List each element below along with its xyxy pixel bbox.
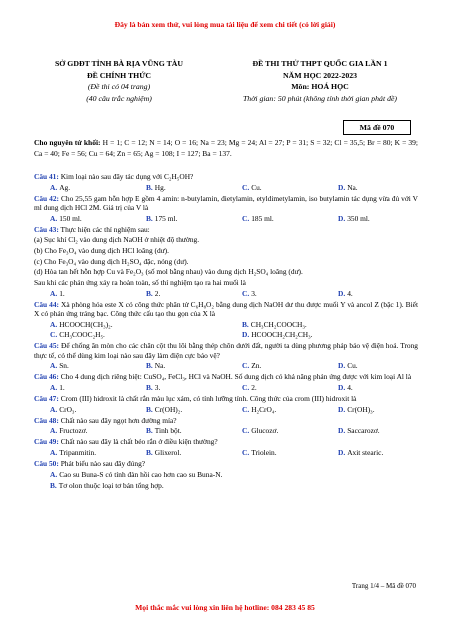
option-text: HCOOCH(CH₃)₂. (59, 319, 113, 329)
option-letter: D. (338, 383, 346, 393)
option-text: 2. (154, 288, 161, 298)
option-text: Zn. (251, 361, 262, 371)
option-b[interactable] (130, 383, 226, 392)
question-43 (34, 225, 418, 234)
option-b[interactable] (130, 426, 226, 435)
option-letter: B. (146, 213, 153, 223)
option-text: Ag. (59, 182, 71, 192)
exam-title: ĐỀ THI THỬ THPT QUỐC GIA LẦN 1 (252, 59, 388, 68)
option-b[interactable] (130, 361, 226, 370)
option-letter: A. (50, 426, 58, 436)
page-count: (Đề thi có 04 trang) (87, 82, 151, 92)
option-letter: A. (50, 182, 58, 192)
option-text: 185 ml. (251, 213, 274, 223)
option-letter: B. (146, 448, 153, 458)
options-41 (34, 183, 418, 192)
question-number: Câu 46: (34, 372, 59, 382)
option-text: Hg. (154, 182, 166, 192)
option-b[interactable] (226, 320, 418, 329)
option-text: Sn. (59, 361, 69, 371)
hotline-footer: Mọi thắc mắc vui lòng xin liên hệ hotline: 084 283 45 85 (135, 603, 315, 612)
options-44-row1 (34, 320, 418, 329)
question-50 (34, 459, 418, 468)
question-text: Xà phòng hóa este X có công thức phân tử C₆H₈O₂ bằng dung dịch NaOH dư thu được muối Y và ancol Z (bậc 1). Biết X có phản ứng tráng bạc. Công thức cấu tạo thu gọn của X là (34, 299, 418, 318)
option-c[interactable] (226, 289, 322, 298)
option-text: Cr(OH)₂. (154, 404, 183, 414)
options-47 (34, 405, 418, 414)
option-a[interactable] (34, 405, 130, 414)
option-text: Cu. (251, 182, 262, 192)
question-number: Câu 48: (34, 415, 59, 425)
question-47 (34, 394, 418, 403)
options-44-row2 (34, 330, 418, 339)
option-letter: B. (146, 288, 153, 298)
question-text: Crom (III) hidroxit là chất rắn màu lục xám, có tính lưỡng tính. Công thức của crom (III) hidroxit là (58, 393, 357, 403)
option-letter: C. (242, 213, 250, 223)
atomic-masses-label: Cho nguyên tử khối: (34, 138, 101, 147)
header-right (220, 58, 420, 105)
department-name: SỞ GDĐT TỈNH BÀ RỊA VŨNG TÀU (54, 59, 184, 68)
option-letter: B. (242, 319, 249, 329)
experiment-b: (b) Cho Fe₃O₄ vào dung dịch HCl loãng (dư). (34, 246, 169, 256)
option-text: 350 ml. (347, 213, 370, 223)
option-letter: D. (338, 361, 346, 371)
question-44 (34, 300, 418, 319)
option-letter: C. (242, 426, 250, 436)
option-text: H₂CrO₄. (251, 404, 277, 414)
question-46 (34, 372, 418, 381)
option-text: Na. (347, 182, 358, 192)
option-text: 175 ml. (154, 213, 178, 223)
atomic-masses (34, 138, 418, 160)
option-letter: B. (146, 361, 153, 371)
option-letter: B. (146, 426, 153, 436)
option-text: 2. (251, 383, 257, 393)
question-49 (34, 437, 418, 446)
option-a[interactable] (34, 448, 130, 457)
options-45 (34, 361, 418, 370)
option-text: Tơ olon thuộc loại tơ bán tổng hợp. (58, 480, 164, 490)
option-d[interactable] (322, 448, 418, 457)
option-letter: C. (50, 330, 58, 340)
question-number: Câu 47: (34, 393, 59, 403)
options-48 (34, 426, 418, 435)
option-text: Glucozơ. (251, 426, 279, 436)
question-count: (40 câu trắc nghiệm) (86, 94, 152, 104)
option-text: Fructozơ. (59, 426, 88, 436)
option-letter: D. (338, 213, 346, 223)
option-letter: C. (242, 361, 250, 371)
option-letter: D. (338, 426, 346, 436)
option-c[interactable] (226, 448, 322, 457)
option-d[interactable] (322, 361, 418, 370)
option-a[interactable] (34, 426, 130, 435)
options-46 (34, 383, 418, 392)
option-text: CH₃COOC₂H₅. (59, 330, 105, 340)
option-letter: B. (146, 383, 153, 393)
exam-code-box: Mã đề 070 (343, 120, 411, 135)
option-letter: C. (242, 404, 250, 414)
question-text: Cho 25,55 gam hỗn hợp E gồm 4 amin: n-butylamin, đietylamin, etyldimetylamin, iso butylamin tác dụng vừa đủ với V ml dung dịch HCl 2M. Giá trị của V là (34, 193, 419, 212)
option-text: 3. (154, 383, 161, 393)
option-text: Cr(OH)₃. (347, 404, 375, 414)
option-a[interactable] (34, 383, 130, 392)
option-a[interactable] (34, 214, 130, 223)
option-d[interactable] (322, 183, 418, 192)
question-number: Câu 41: (34, 172, 59, 181)
question-text: Để chống ăn mòn cho các chân cột thu lôi bằng thép chôn dưới đất, người ta dùng phương pháp bảo vệ điện hoá. Trong thực tế, có thể dùng kim loại nào sau đây làm điện cực bảo vệ? (34, 341, 419, 360)
option-c[interactable] (226, 426, 322, 435)
preview-banner: Đây là bản xem thử, vui lòng mua tài liệu để xem chi tiết (có lời giải) (114, 20, 336, 29)
option-letter: B. (146, 182, 153, 192)
question-text: Thực hiện các thí nghiệm sau: (58, 224, 150, 234)
option-text: 150 ml. (59, 213, 82, 223)
option-letter: A. (50, 213, 58, 223)
option-c[interactable] (226, 383, 322, 392)
option-letter: D. (338, 182, 346, 192)
experiment-a: (a) Sục khí Cl₂ vào dung dịch NaOH ở nhiệt độ thường. (34, 235, 200, 245)
option-a[interactable] (34, 320, 226, 329)
question-text: Chất nào sau đây ngọt hơn đường mía? (58, 415, 177, 425)
option-letter: A. (50, 469, 58, 479)
question-42 (34, 194, 418, 213)
option-b[interactable] (130, 183, 226, 192)
option-d[interactable] (322, 289, 418, 298)
option-text: 1. (59, 383, 65, 393)
option-d[interactable] (322, 405, 418, 414)
options-49 (34, 448, 418, 457)
option-text: CrO₃. (59, 404, 77, 414)
option-letter: D. (242, 330, 250, 340)
option-letter: C. (242, 182, 250, 192)
question-text: Kim loại nào sau đây tác dụng với C₂H₅OH? (58, 172, 194, 181)
page-footer: Trang 1/4 – Mã đề 070 (351, 582, 416, 590)
atomic-masses-values: H = 1; C = 12; N = 14; O = 16; Na = 23; Mg = 24; Al = 27; P = 31; S = 32; Cl = 35,5; Br = 80; K = 39; Ca = 40; Fe = 56; Cu = 64; Zn = 65; Ag = 108; I = 127; Ba = 137. (34, 138, 418, 158)
option-c[interactable] (226, 214, 322, 223)
option-letter: A. (50, 404, 58, 414)
option-text: 3. (251, 288, 257, 298)
option-letter: C. (242, 288, 250, 298)
question-text: Phát biểu nào sau đây đúng? (58, 458, 146, 468)
header-left (44, 58, 194, 105)
option-text: Cao su Buna-S có tính đàn hồi cao hơn cao su Buna-N. (59, 469, 223, 479)
option-letter: D. (338, 288, 346, 298)
option-text: Tripanmitin. (59, 448, 97, 458)
experiment-d: (d) Hòa tan hết hỗn hợp Cu và Fe₂O₃ (số mol bằng nhau) vào dung dịch H₂SO₄ loãng (dư). (34, 267, 303, 277)
option-text: Cu. (347, 361, 358, 371)
option-text: 4. (347, 383, 353, 393)
option-letter: D. (338, 448, 346, 458)
option-letter: A. (50, 383, 58, 393)
option-c[interactable] (226, 183, 322, 192)
experiment-c: (c) Cho Fe₃O₄ vào dung dịch H₂SO₄ đặc, nóng (dư). (34, 256, 189, 266)
options-43 (34, 289, 418, 298)
question-48 (34, 416, 418, 425)
question-text: Cho 4 dung dịch riêng biệt: CuSO₄, FeCl₃, HCl và NaOH. Số dung dịch có khả năng phản ứng được với kim loại Al là (58, 372, 412, 382)
question-number: Câu 45: (34, 341, 60, 351)
option-text: Tinh bột. (154, 426, 182, 436)
option-text: Na. (154, 361, 166, 371)
question-number: Câu 49: (34, 437, 59, 447)
option-letter: C. (242, 448, 250, 458)
option-text: HCOOCH₂CH₂CH₃. (251, 330, 313, 340)
option-text: 1. (59, 288, 65, 298)
option-letter: C. (242, 383, 250, 393)
option-a[interactable] (34, 361, 130, 370)
question-number: Câu 44: (34, 299, 60, 309)
school-year: NĂM HỌC 2022-2023 (282, 70, 358, 80)
option-letter: A. (50, 361, 58, 371)
question-number: Câu 50: (34, 458, 59, 468)
option-b[interactable] (130, 448, 226, 457)
question-number: Câu 43: (34, 224, 59, 234)
option-d[interactable] (322, 426, 418, 435)
option-c[interactable] (34, 330, 226, 339)
option-c[interactable] (226, 405, 322, 414)
option-b[interactable] (130, 214, 226, 223)
question-number: Câu 42: (34, 193, 59, 203)
option-letter: B. (50, 480, 57, 490)
option-d[interactable] (322, 383, 418, 392)
option-b[interactable] (34, 481, 418, 490)
option-letter: A. (50, 319, 58, 329)
option-letter: A. (50, 288, 58, 298)
question-prompt: Sau khi các phản ứng xảy ra hoàn toàn, số thí nghiệm tạo ra hai muối là (34, 278, 246, 288)
question-text: Chất nào sau đây là chất béo rắn ở điều kiện thường? (58, 437, 218, 447)
option-text: CH₃CH₂COOCH₃. (250, 319, 307, 329)
question-41 (34, 172, 418, 181)
option-letter: A. (50, 448, 58, 458)
option-text: Saccarozơ. (347, 426, 380, 436)
question-45 (34, 341, 418, 360)
questions (34, 172, 418, 492)
option-a[interactable] (34, 470, 418, 479)
options-42 (34, 214, 418, 223)
option-a[interactable] (34, 289, 130, 298)
option-text: Axit stearic. (347, 448, 384, 458)
option-a[interactable] (34, 183, 130, 192)
official-label: ĐỀ CHÍNH THỨC (86, 70, 152, 80)
option-text: Glixerol. (154, 448, 182, 458)
option-d[interactable] (226, 330, 418, 339)
option-b[interactable] (130, 289, 226, 298)
option-c[interactable] (226, 361, 322, 370)
option-letter: D. (338, 404, 346, 414)
option-text: 4. (347, 288, 353, 298)
exam-time: Thời gian: 50 phút (không tính thời gian phát đề) (242, 94, 398, 104)
option-letter: B. (146, 404, 153, 414)
option-b[interactable] (130, 405, 226, 414)
subject: Môn: HOÁ HỌC (291, 82, 349, 92)
option-d[interactable] (322, 214, 418, 223)
option-text: Triolein. (251, 448, 277, 458)
